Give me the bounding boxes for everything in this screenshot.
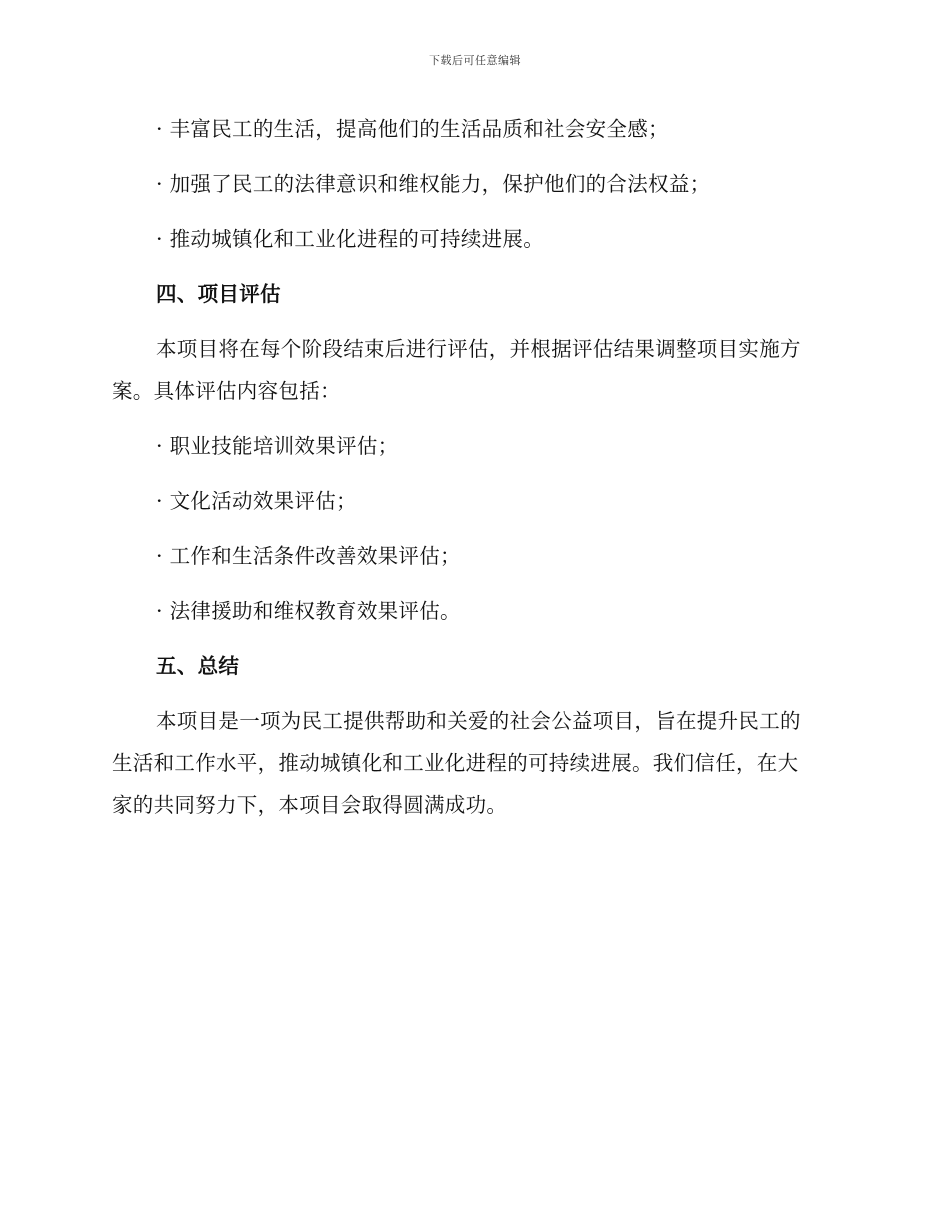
bullet-item: · 推动城镇化和工业化进程的可持续进展。	[156, 227, 545, 251]
bullet-item: · 加强了民工的法律意识和维权能力，保护他们的合法权益；	[156, 172, 711, 196]
paragraph-line: 家的共同努力下，本项目会取得圆满成功。	[112, 793, 508, 817]
section-paragraph-summary	[112, 700, 832, 826]
paragraph-line: 本项目是一项为民工提供帮助和关爱的社会公益项目，旨在提升民工的	[156, 709, 801, 733]
bullet-item: · 文化活动效果评估；	[156, 489, 357, 513]
section-paragraph-evaluation	[112, 328, 832, 412]
section-heading-evaluation: 四、项目评估	[156, 282, 281, 306]
page-header: 下载后可任意编辑	[429, 54, 521, 67]
bullet-item: · 工作和生活条件改善效果评估；	[156, 544, 461, 568]
section-heading-summary: 五、总结	[156, 654, 240, 678]
paragraph-line: 生活和工作水平，推动城镇化和工业化进程的可持续进展。我们信任，在大	[112, 751, 799, 775]
bullet-item: · 法律援助和维权教育效果评估。	[156, 599, 461, 623]
bullet-item: · 职业技能培训效果评估；	[156, 434, 399, 458]
paragraph-line: 案。具体评估内容包括：	[112, 379, 341, 403]
bullet-item: · 丰富民工的生活，提高他们的生活品质和社会安全感；	[156, 117, 669, 141]
paragraph-line: 本项目将在每个阶段结束后进行评估，并根据评估结果调整项目实施方	[156, 337, 801, 361]
document-body	[112, 108, 832, 839]
